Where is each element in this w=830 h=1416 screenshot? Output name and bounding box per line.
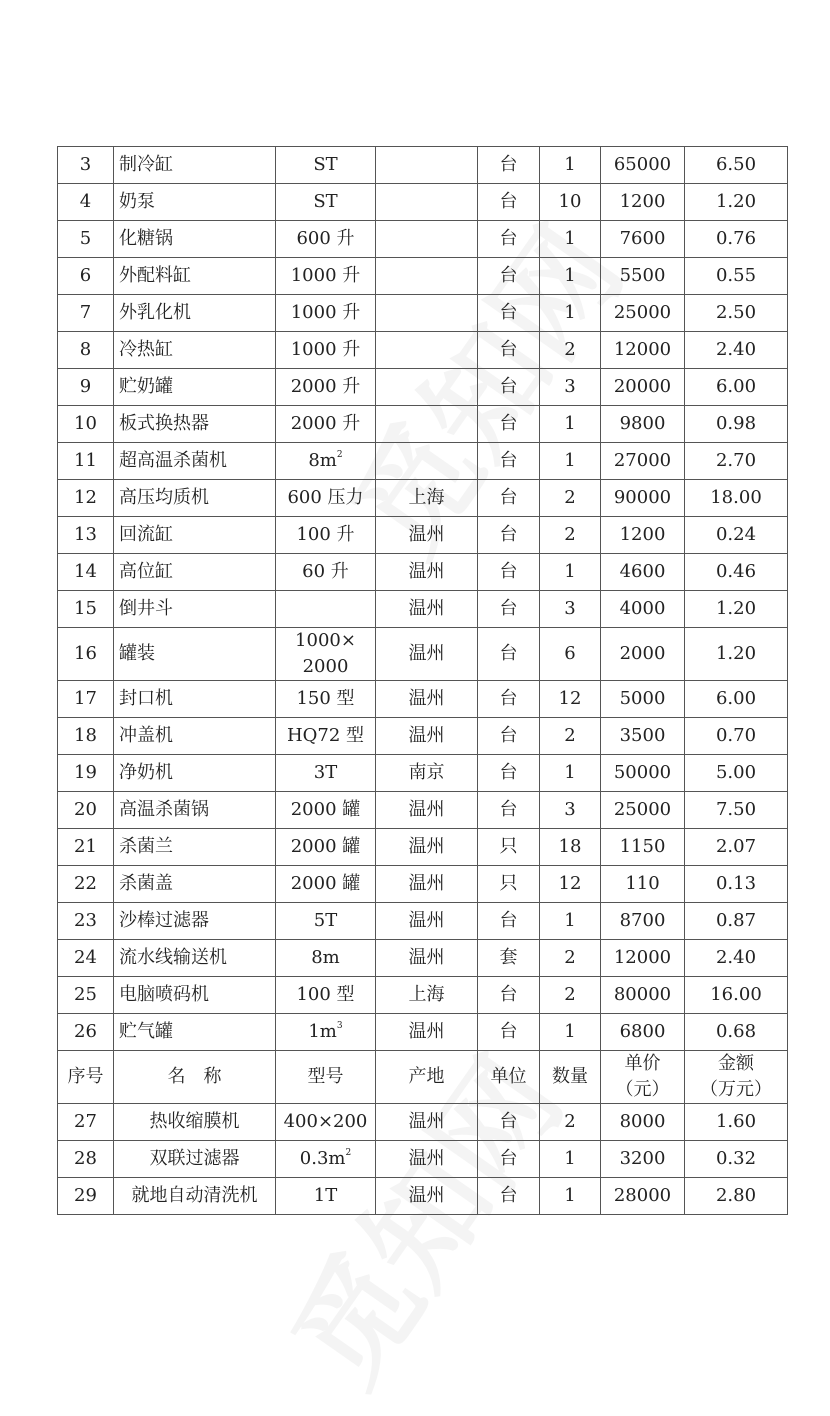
cell-origin: 温州 bbox=[376, 1178, 478, 1215]
cell-unit: 台 bbox=[478, 258, 540, 295]
cell-name: 高压均质机 bbox=[114, 480, 276, 517]
cell-price: 50000 bbox=[601, 755, 685, 792]
cell-price: 25000 bbox=[601, 792, 685, 829]
cell-unit: 台 bbox=[478, 147, 540, 184]
cell-model bbox=[276, 332, 376, 369]
cell-name: 外乳化机 bbox=[114, 295, 276, 332]
cell-price: 1200 bbox=[601, 517, 685, 554]
cell-model-text: 2000 罐 bbox=[290, 836, 361, 857]
cell-price: 1150 bbox=[601, 829, 685, 866]
table-row bbox=[58, 295, 788, 332]
cell-model-text: 1000 升 bbox=[290, 339, 361, 360]
cell-model bbox=[276, 591, 376, 628]
cell-model-text: ST bbox=[313, 154, 338, 175]
cell-name: 回流缸 bbox=[114, 517, 276, 554]
cell-model bbox=[276, 221, 376, 258]
header-amount-line2: （万元） bbox=[700, 1079, 772, 1100]
cell-unit: 台 bbox=[478, 1178, 540, 1215]
cell-name: 倒井斗 bbox=[114, 591, 276, 628]
cell-qty: 3 bbox=[540, 792, 601, 829]
table-row bbox=[58, 977, 788, 1014]
cell-name: 超高温杀菌机 bbox=[114, 443, 276, 480]
cell-price: 4600 bbox=[601, 554, 685, 591]
cell-model-text: 1000× bbox=[295, 630, 356, 651]
table-row bbox=[58, 940, 788, 977]
cell-model-text: 1T bbox=[313, 1185, 338, 1206]
cell-origin: 南京 bbox=[376, 755, 478, 792]
cell-origin bbox=[376, 369, 478, 406]
cell-unit: 台 bbox=[478, 406, 540, 443]
cell-origin bbox=[376, 258, 478, 295]
table-row bbox=[58, 1141, 788, 1178]
table-row bbox=[58, 1014, 788, 1051]
cell-qty: 2 bbox=[540, 940, 601, 977]
cell-model-text: ST bbox=[313, 191, 338, 212]
table-row bbox=[58, 591, 788, 628]
cell-qty: 1 bbox=[540, 755, 601, 792]
cell-amount: 0.68 bbox=[685, 1014, 788, 1051]
cell-origin: 温州 bbox=[376, 1104, 478, 1141]
cell-qty: 1 bbox=[540, 1014, 601, 1051]
cell-name: 奶泵 bbox=[114, 184, 276, 221]
cell-price: 8700 bbox=[601, 903, 685, 940]
cell-unit: 台 bbox=[478, 443, 540, 480]
cell-origin: 上海 bbox=[376, 480, 478, 517]
cell-no: 24 bbox=[58, 940, 114, 977]
cell-unit: 台 bbox=[478, 628, 540, 681]
cell-name: 化糖锅 bbox=[114, 221, 276, 258]
cell-qty: 1 bbox=[540, 147, 601, 184]
cell-model bbox=[276, 258, 376, 295]
cell-price: 25000 bbox=[601, 295, 685, 332]
cell-no: 22 bbox=[58, 866, 114, 903]
cell-model-superscript: 2 bbox=[345, 1148, 352, 1158]
cell-no: 18 bbox=[58, 718, 114, 755]
cell-no: 9 bbox=[58, 369, 114, 406]
cell-model bbox=[276, 554, 376, 591]
cell-unit: 台 bbox=[478, 554, 540, 591]
cell-unit: 台 bbox=[478, 1141, 540, 1178]
cell-name: 制冷缸 bbox=[114, 147, 276, 184]
cell-amount: 2.40 bbox=[685, 940, 788, 977]
cell-model bbox=[276, 718, 376, 755]
cell-model-text: 5T bbox=[313, 910, 338, 931]
cell-origin bbox=[376, 332, 478, 369]
cell-no: 7 bbox=[58, 295, 114, 332]
header-price-line1: 单价 bbox=[624, 1053, 661, 1074]
cell-unit: 台 bbox=[478, 591, 540, 628]
cell-model bbox=[276, 903, 376, 940]
cell-origin bbox=[376, 443, 478, 480]
cell-model bbox=[276, 1178, 376, 1215]
cell-no: 25 bbox=[58, 977, 114, 1014]
cell-no: 16 bbox=[58, 628, 114, 681]
cell-model-text: 2000 罐 bbox=[290, 873, 361, 894]
table-row bbox=[58, 221, 788, 258]
cell-no: 20 bbox=[58, 792, 114, 829]
cell-price: 27000 bbox=[601, 443, 685, 480]
cell-amount: 7.50 bbox=[685, 792, 788, 829]
cell-model-text: 100 型 bbox=[296, 984, 355, 1005]
cell-origin bbox=[376, 147, 478, 184]
cell-name: 沙棒过滤器 bbox=[114, 903, 276, 940]
cell-model-text: 0.3m bbox=[299, 1148, 346, 1169]
cell-price: 65000 bbox=[601, 147, 685, 184]
cell-model bbox=[276, 184, 376, 221]
table-row bbox=[58, 866, 788, 903]
cell-price: 110 bbox=[601, 866, 685, 903]
cell-model bbox=[276, 792, 376, 829]
cell-no: 29 bbox=[58, 1178, 114, 1215]
cell-model-text: 1000 升 bbox=[290, 302, 361, 323]
cell-price: 5500 bbox=[601, 258, 685, 295]
cell-qty: 2 bbox=[540, 977, 601, 1014]
cell-amount: 0.76 bbox=[685, 221, 788, 258]
cell-origin: 温州 bbox=[376, 829, 478, 866]
cell-model-text: 400×200 bbox=[283, 1111, 368, 1132]
cell-amount: 1.60 bbox=[685, 1104, 788, 1141]
cell-amount: 0.55 bbox=[685, 258, 788, 295]
cell-amount: 2.50 bbox=[685, 295, 788, 332]
cell-qty: 12 bbox=[540, 866, 601, 903]
cell-model-text: HQ72 型 bbox=[286, 725, 365, 746]
cell-unit: 套 bbox=[478, 940, 540, 977]
table-row bbox=[58, 718, 788, 755]
table-header-row bbox=[58, 1051, 788, 1104]
cell-name: 高位缸 bbox=[114, 554, 276, 591]
cell-model-text: 2000 罐 bbox=[290, 799, 361, 820]
header-origin: 产地 bbox=[376, 1051, 478, 1104]
header-no: 序号 bbox=[58, 1051, 114, 1104]
cell-amount: 0.70 bbox=[685, 718, 788, 755]
cell-price: 6800 bbox=[601, 1014, 685, 1051]
cell-name: 电脑喷码机 bbox=[114, 977, 276, 1014]
header-name: 名 称 bbox=[114, 1051, 276, 1104]
cell-amount: 2.07 bbox=[685, 829, 788, 866]
table-row bbox=[58, 369, 788, 406]
cell-qty: 1 bbox=[540, 903, 601, 940]
cell-model bbox=[276, 628, 376, 681]
cell-model-text: 2000 升 bbox=[290, 413, 361, 434]
header-amount bbox=[685, 1051, 788, 1104]
cell-unit: 台 bbox=[478, 1104, 540, 1141]
cell-model-text: 150 型 bbox=[296, 688, 355, 709]
table-row bbox=[58, 792, 788, 829]
cell-amount: 0.98 bbox=[685, 406, 788, 443]
cell-no: 13 bbox=[58, 517, 114, 554]
cell-unit: 台 bbox=[478, 1014, 540, 1051]
cell-origin: 温州 bbox=[376, 792, 478, 829]
cell-unit: 只 bbox=[478, 866, 540, 903]
cell-name: 双联过滤器 bbox=[114, 1141, 276, 1178]
cell-amount: 1.20 bbox=[685, 591, 788, 628]
cell-amount: 0.32 bbox=[685, 1141, 788, 1178]
cell-origin: 温州 bbox=[376, 628, 478, 681]
cell-no: 14 bbox=[58, 554, 114, 591]
header-unit: 单位 bbox=[478, 1051, 540, 1104]
table-row bbox=[58, 829, 788, 866]
cell-qty: 2 bbox=[540, 517, 601, 554]
cell-model-text-line2: 2000 bbox=[302, 656, 349, 677]
cell-origin: 温州 bbox=[376, 681, 478, 718]
cell-name: 净奶机 bbox=[114, 755, 276, 792]
cell-price: 9800 bbox=[601, 406, 685, 443]
cell-no: 21 bbox=[58, 829, 114, 866]
cell-qty: 1 bbox=[540, 406, 601, 443]
cell-amount: 16.00 bbox=[685, 977, 788, 1014]
cell-name: 冲盖机 bbox=[114, 718, 276, 755]
cell-model bbox=[276, 940, 376, 977]
cell-name: 贮奶罐 bbox=[114, 369, 276, 406]
cell-qty: 1 bbox=[540, 295, 601, 332]
cell-name: 热收缩膜机 bbox=[114, 1104, 276, 1141]
equipment-table bbox=[57, 146, 788, 1215]
cell-model-text: 600 升 bbox=[296, 228, 355, 249]
cell-model bbox=[276, 977, 376, 1014]
header-amount-line1: 金额 bbox=[718, 1053, 754, 1074]
cell-model-text: 1000 升 bbox=[290, 265, 361, 286]
cell-qty: 1 bbox=[540, 443, 601, 480]
cell-model-text: 60 升 bbox=[302, 561, 349, 582]
cell-no: 10 bbox=[58, 406, 114, 443]
cell-unit: 台 bbox=[478, 184, 540, 221]
cell-qty: 2 bbox=[540, 480, 601, 517]
cell-model-text: 2000 升 bbox=[290, 376, 361, 397]
cell-amount: 6.00 bbox=[685, 369, 788, 406]
cell-model bbox=[276, 443, 376, 480]
cell-model bbox=[276, 1014, 376, 1051]
cell-qty: 2 bbox=[540, 718, 601, 755]
cell-no: 3 bbox=[58, 147, 114, 184]
header-qty: 数量 bbox=[540, 1051, 601, 1104]
cell-no: 19 bbox=[58, 755, 114, 792]
cell-price: 20000 bbox=[601, 369, 685, 406]
header-price bbox=[601, 1051, 685, 1104]
cell-price: 80000 bbox=[601, 977, 685, 1014]
cell-no: 6 bbox=[58, 258, 114, 295]
cell-unit: 台 bbox=[478, 792, 540, 829]
table-row bbox=[58, 755, 788, 792]
cell-model-text: 3T bbox=[313, 762, 338, 783]
header-model: 型号 bbox=[276, 1051, 376, 1104]
cell-model bbox=[276, 681, 376, 718]
table-row bbox=[58, 681, 788, 718]
cell-origin: 温州 bbox=[376, 517, 478, 554]
cell-amount: 6.50 bbox=[685, 147, 788, 184]
cell-qty: 2 bbox=[540, 1104, 601, 1141]
table-row bbox=[58, 184, 788, 221]
cell-no: 26 bbox=[58, 1014, 114, 1051]
cell-price: 7600 bbox=[601, 221, 685, 258]
cell-no: 4 bbox=[58, 184, 114, 221]
cell-amount: 5.00 bbox=[685, 755, 788, 792]
cell-price: 2000 bbox=[601, 628, 685, 681]
cell-amount: 6.00 bbox=[685, 681, 788, 718]
cell-origin: 温州 bbox=[376, 554, 478, 591]
cell-model-text: 1m bbox=[308, 1021, 337, 1042]
cell-model-text: 8m bbox=[308, 450, 337, 471]
cell-model bbox=[276, 1141, 376, 1178]
cell-name: 板式换热器 bbox=[114, 406, 276, 443]
cell-amount: 2.80 bbox=[685, 1178, 788, 1215]
cell-name: 流水线输送机 bbox=[114, 940, 276, 977]
cell-unit: 台 bbox=[478, 369, 540, 406]
cell-no: 12 bbox=[58, 480, 114, 517]
cell-name: 外配料缸 bbox=[114, 258, 276, 295]
cell-model bbox=[276, 147, 376, 184]
cell-qty: 3 bbox=[540, 591, 601, 628]
cell-amount: 0.87 bbox=[685, 903, 788, 940]
table-row bbox=[58, 554, 788, 591]
cell-amount: 1.20 bbox=[685, 628, 788, 681]
table-row bbox=[58, 443, 788, 480]
cell-model bbox=[276, 1104, 376, 1141]
cell-amount: 2.70 bbox=[685, 443, 788, 480]
cell-name: 冷热缸 bbox=[114, 332, 276, 369]
cell-name: 杀菌盖 bbox=[114, 866, 276, 903]
table-row bbox=[58, 147, 788, 184]
cell-no: 5 bbox=[58, 221, 114, 258]
header-price-line2: （元） bbox=[615, 1079, 670, 1100]
cell-model bbox=[276, 829, 376, 866]
table-row bbox=[58, 517, 788, 554]
cell-price: 90000 bbox=[601, 480, 685, 517]
cell-amount: 2.40 bbox=[685, 332, 788, 369]
cell-unit: 台 bbox=[478, 480, 540, 517]
cell-name: 杀菌兰 bbox=[114, 829, 276, 866]
cell-price: 12000 bbox=[601, 940, 685, 977]
cell-qty: 10 bbox=[540, 184, 601, 221]
cell-unit: 台 bbox=[478, 221, 540, 258]
cell-origin: 温州 bbox=[376, 591, 478, 628]
cell-name: 贮气罐 bbox=[114, 1014, 276, 1051]
cell-origin: 温州 bbox=[376, 866, 478, 903]
table-row bbox=[58, 480, 788, 517]
cell-model-superscript: 2 bbox=[336, 450, 343, 460]
cell-model bbox=[276, 480, 376, 517]
cell-model bbox=[276, 369, 376, 406]
cell-origin bbox=[376, 184, 478, 221]
cell-price: 3500 bbox=[601, 718, 685, 755]
cell-qty: 6 bbox=[540, 628, 601, 681]
cell-no: 17 bbox=[58, 681, 114, 718]
cell-unit: 台 bbox=[478, 517, 540, 554]
cell-origin: 温州 bbox=[376, 903, 478, 940]
cell-name: 就地自动清洗机 bbox=[114, 1178, 276, 1215]
cell-origin: 温州 bbox=[376, 1141, 478, 1178]
cell-qty: 12 bbox=[540, 681, 601, 718]
cell-unit: 台 bbox=[478, 681, 540, 718]
cell-no: 11 bbox=[58, 443, 114, 480]
cell-no: 8 bbox=[58, 332, 114, 369]
cell-origin: 上海 bbox=[376, 977, 478, 1014]
cell-model-text: 100 升 bbox=[296, 524, 355, 545]
cell-qty: 1 bbox=[540, 258, 601, 295]
cell-qty: 1 bbox=[540, 554, 601, 591]
cell-model-text: 8m bbox=[311, 947, 340, 968]
cell-price: 8000 bbox=[601, 1104, 685, 1141]
cell-no: 28 bbox=[58, 1141, 114, 1178]
cell-price: 4000 bbox=[601, 591, 685, 628]
cell-name: 罐装 bbox=[114, 628, 276, 681]
cell-amount: 0.24 bbox=[685, 517, 788, 554]
cell-model-superscript: 3 bbox=[336, 1021, 343, 1031]
cell-no: 27 bbox=[58, 1104, 114, 1141]
cell-origin: 温州 bbox=[376, 940, 478, 977]
cell-model bbox=[276, 295, 376, 332]
cell-model-text: 600 压力 bbox=[287, 487, 364, 508]
cell-unit: 台 bbox=[478, 977, 540, 1014]
cell-model bbox=[276, 517, 376, 554]
cell-no: 23 bbox=[58, 903, 114, 940]
cell-qty: 3 bbox=[540, 369, 601, 406]
table-row bbox=[58, 406, 788, 443]
cell-price: 3200 bbox=[601, 1141, 685, 1178]
cell-amount: 0.46 bbox=[685, 554, 788, 591]
cell-origin bbox=[376, 221, 478, 258]
table-row bbox=[58, 903, 788, 940]
cell-price: 28000 bbox=[601, 1178, 685, 1215]
cell-model bbox=[276, 866, 376, 903]
table-row bbox=[58, 628, 788, 681]
cell-model bbox=[276, 406, 376, 443]
cell-name: 封口机 bbox=[114, 681, 276, 718]
cell-model bbox=[276, 755, 376, 792]
cell-unit: 只 bbox=[478, 829, 540, 866]
cell-origin: 温州 bbox=[376, 718, 478, 755]
cell-price: 1200 bbox=[601, 184, 685, 221]
cell-name: 高温杀菌锅 bbox=[114, 792, 276, 829]
cell-amount: 18.00 bbox=[685, 480, 788, 517]
cell-no: 15 bbox=[58, 591, 114, 628]
cell-qty: 2 bbox=[540, 332, 601, 369]
cell-amount: 0.13 bbox=[685, 866, 788, 903]
cell-qty: 1 bbox=[540, 1178, 601, 1215]
table-row bbox=[58, 1104, 788, 1141]
cell-price: 12000 bbox=[601, 332, 685, 369]
cell-unit: 台 bbox=[478, 903, 540, 940]
table-row bbox=[58, 1178, 788, 1215]
cell-origin bbox=[376, 406, 478, 443]
cell-qty: 18 bbox=[540, 829, 601, 866]
cell-unit: 台 bbox=[478, 718, 540, 755]
cell-qty: 1 bbox=[540, 221, 601, 258]
cell-price: 5000 bbox=[601, 681, 685, 718]
cell-unit: 台 bbox=[478, 332, 540, 369]
table-row bbox=[58, 332, 788, 369]
cell-unit: 台 bbox=[478, 295, 540, 332]
cell-origin: 温州 bbox=[376, 1014, 478, 1051]
cell-qty: 1 bbox=[540, 1141, 601, 1178]
table-row bbox=[58, 258, 788, 295]
cell-origin bbox=[376, 295, 478, 332]
cell-unit: 台 bbox=[478, 755, 540, 792]
cell-amount: 1.20 bbox=[685, 184, 788, 221]
